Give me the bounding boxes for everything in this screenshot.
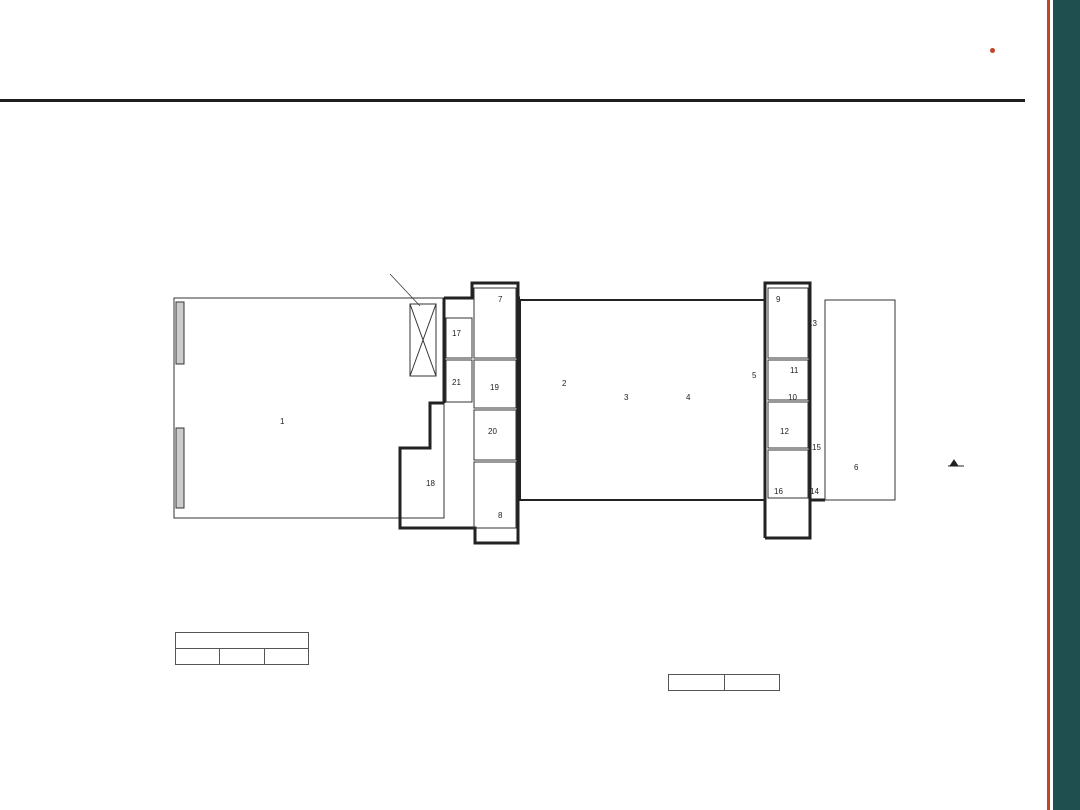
room-2-label: 2 — [562, 379, 567, 388]
logo-dot — [990, 48, 995, 53]
room-3-label: 3 — [624, 393, 629, 402]
room-6-label: 6 — [854, 463, 859, 472]
room-15-label: 15 — [812, 443, 821, 452]
table4-spacer — [669, 632, 780, 675]
section-mark-right — [948, 460, 964, 466]
room-11-label: 11 — [790, 366, 799, 375]
accent-bar — [1053, 0, 1080, 810]
core-rooms — [446, 288, 516, 528]
explication-table-4 — [668, 632, 780, 691]
room-7-label: 7 — [498, 295, 503, 304]
room-5-label: 5 — [752, 371, 757, 380]
room-9-label: 9 — [776, 295, 781, 304]
explication-table-1 — [175, 632, 309, 665]
wash-zone — [520, 300, 765, 500]
accent-line — [1047, 0, 1050, 810]
room-1-label: 1 — [280, 417, 285, 426]
page-title — [37, 28, 597, 57]
room-14-label: 14 — [810, 487, 819, 496]
room-20-label: 20 — [488, 427, 497, 436]
logo — [795, 18, 1025, 19]
floor-plan — [100, 238, 980, 603]
room-8-label: 8 — [498, 511, 503, 520]
room-17-label: 17 — [452, 329, 461, 338]
table4-total-label — [669, 675, 725, 691]
room-19-label: 19 — [490, 383, 499, 392]
room-10-label: 10 — [788, 393, 797, 402]
table1-title — [176, 633, 309, 649]
table1-col-name — [220, 649, 264, 665]
central-core — [400, 283, 520, 543]
parking-zone — [174, 298, 444, 518]
header-divider — [0, 99, 1025, 102]
room-16-label: 16 — [774, 487, 783, 496]
room-12-label: 12 — [780, 427, 789, 436]
table1-col-area — [264, 649, 308, 665]
lift-shaft — [410, 304, 436, 376]
table1-col-no — [176, 649, 220, 665]
room-4-label: 4 — [686, 393, 691, 402]
room-21-label: 21 — [452, 378, 461, 387]
room-13-label: 13 — [808, 319, 817, 328]
room-18-label: 18 — [426, 479, 435, 488]
table4-total-value — [724, 675, 780, 691]
lift-leader — [390, 274, 420, 306]
